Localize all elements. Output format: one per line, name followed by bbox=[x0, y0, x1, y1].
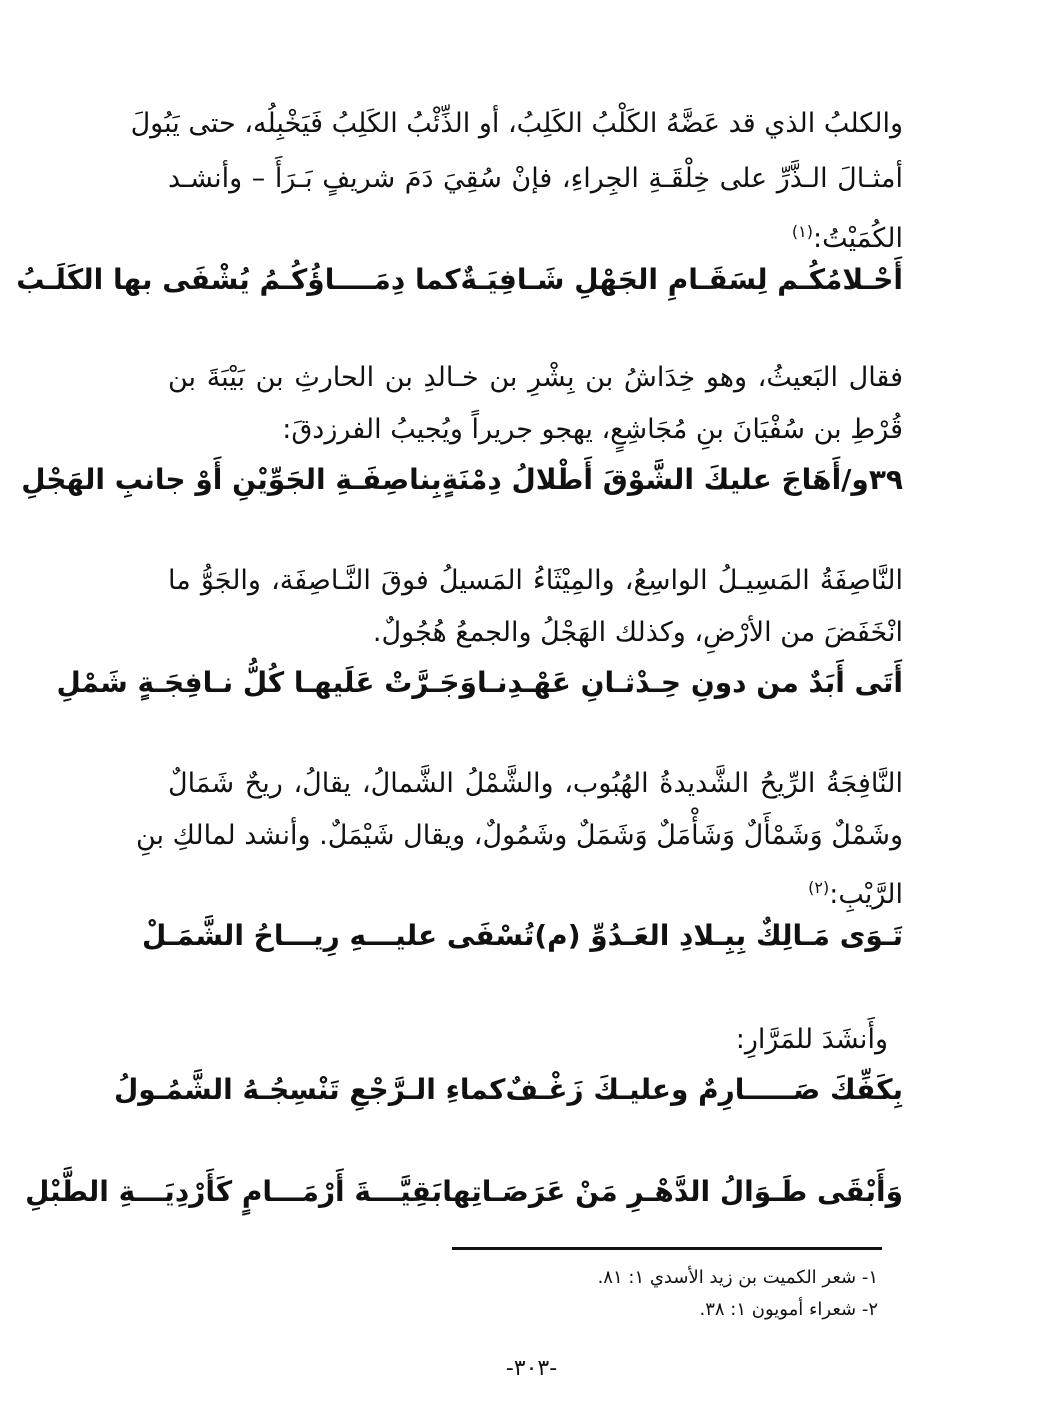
footnote-divider bbox=[452, 1247, 882, 1250]
prose-line: فقال البَعيثُ، وهو خِدَاشُ بن بِشْرِ بن خـالدِ بن الحارثِ بن بَيْبَةَ بن bbox=[168, 362, 903, 393]
prose-line: أمثـالَ الـذَّرِّ على خِلْقَـةِ الجِراءِ، فإنْ سُقِيَ دَمَ شريفٍ بَـرَأَ – وأنشـد bbox=[168, 163, 903, 194]
verse-first-hemistich: بِكَفِّكَ صَـــــارِمٌ وعليـكَ زَغْـفٌ bbox=[505, 1073, 903, 1106]
prose-line: والكلبُ الذي قد عَضَّهُ الكَلْبُ الكَلِبُ، أو الذِّئْبُ الكَلِبُ فَيَخْبِلُه، حتى يَبُولَ bbox=[130, 108, 903, 139]
verse-first-hemistich: ٣٩و/أَهَاجَ عليكَ الشَّوْقَ أَطْلالُ دِمْنَةٍ bbox=[441, 463, 903, 496]
verse-intro: وأَنشَدَ للمَرَّارِ: bbox=[735, 1024, 888, 1055]
verse-second-hemistich: تُسْفَى عليـــهِ رِيـــاحُ الشَّمَـلْ bbox=[141, 919, 535, 952]
verse-first-hemistich: أَتَى أَبَدٌ من دونِ حِـدْثـانِ عَهْـدِنـا bbox=[476, 666, 903, 699]
verse-second-hemistich: كما دِمَــــاؤُكُـمُ يُشْفَى بها الكَلَـبُ bbox=[16, 263, 461, 296]
prose-line: النَّاصِفَةُ المَسِيـلُ الواسِعُ، والمِيْثَاءُ المَسيلُ فوقَ النَّـاصِفَة، والجَوُّ ما bbox=[168, 565, 903, 596]
verse-line bbox=[16, 258, 903, 302]
verse-second-hemistich: كماءِ الـرَّجْعِ تَنْسِجُـهُ الشَّمُـولُ bbox=[113, 1073, 506, 1106]
footnote-ref: (١) bbox=[791, 222, 813, 241]
verse-second-hemistich: بَقِيَّـــةَ أَرْمَـــامٍ كَأَرْدِيَـــةِ الطَّبْلِ bbox=[25, 1175, 443, 1208]
verse-second-hemistich: بِناصِفَـةِ الجَوِّيْنِ أَوْ جانبِ الهَجْلِ bbox=[21, 463, 442, 496]
prose-line: النَّافِجَةُ الرِّيحُ الشَّديدةُ الهُبُوب، والشَّمْلُ الشَّمالُ، يقالُ، ريحٌ شَمَالٌ bbox=[168, 768, 903, 799]
footnote: ١- شعر الكميت بن زيد الأسدي ١: ٨١. bbox=[597, 1267, 878, 1288]
verse-first-hemistich: وَأَبْقَى طَـوَالُ الدَّهْـرِ مَنْ عَرَصَـاتِها bbox=[442, 1175, 903, 1208]
page-number: -٣٠٣- bbox=[505, 1356, 558, 1381]
verse-line bbox=[25, 1170, 903, 1214]
prose-line: قُرْطِ بن سُفْيَانَ بنِ مُجَاشِعٍ، يهجو جريراً ويُجيبُ الفرزدقَ: bbox=[282, 414, 903, 445]
prose-line: انْخَفَضَ من الأرْضِ، وكذلك الهَجْلُ والجمعُ هُجُولٌ. bbox=[372, 617, 903, 648]
verse-line bbox=[141, 914, 903, 958]
prose-line bbox=[168, 868, 903, 915]
prose-line bbox=[168, 212, 903, 259]
prose-line: وشَمْلٌ وَشَمْأَلٌ وَشَأْمَلٌ وَشَمَلٌ وشَمُولٌ، ويقال شَيْمَلٌ. وأنشد لمالكِ بنِ bbox=[135, 820, 903, 851]
verse-line bbox=[21, 458, 903, 502]
verse-first-hemistich: أَحْـلامُكُـم لِسَقَـامِ الجَهْلِ شَـافِيَـةٌ bbox=[460, 263, 903, 296]
verse-line bbox=[56, 661, 903, 705]
verse-line bbox=[113, 1068, 903, 1112]
verse-second-hemistich: وَجَـرَّتْ عَلَيهـا كُلُّ نـافِجَـةٍ شَمْلِ bbox=[56, 666, 477, 699]
footnote: ٢- شعراء أمويون ١: ٣٨. bbox=[699, 1299, 878, 1320]
prose-text: الكُمَيْتُ: bbox=[812, 223, 903, 254]
verse-first-hemistich: تَـوَى مَـالِكٌ بِبِـلادِ العَـدُوِّ (م) bbox=[534, 919, 903, 952]
prose-text: الرَّيْبِ: bbox=[829, 879, 903, 910]
footnote-ref: (٢) bbox=[808, 878, 830, 897]
